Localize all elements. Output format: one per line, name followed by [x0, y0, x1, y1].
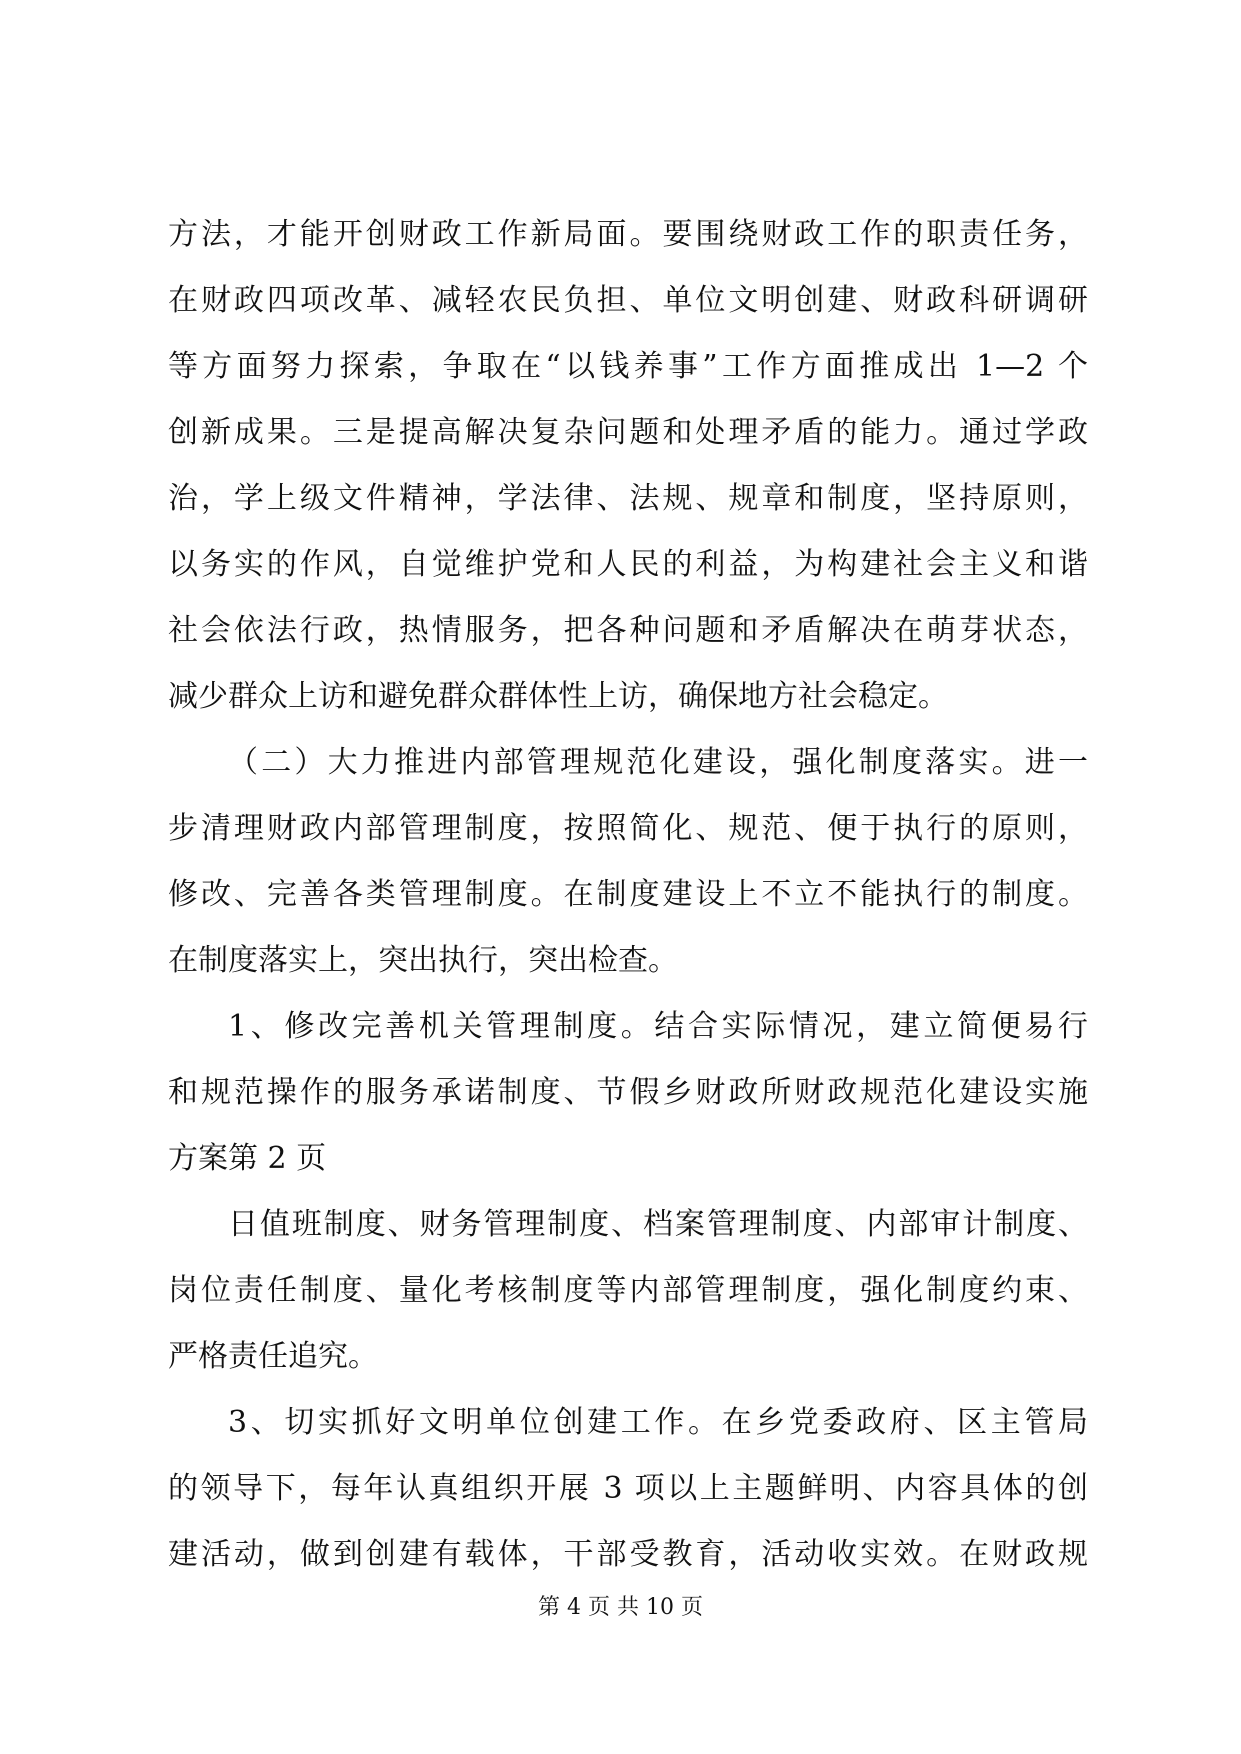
- text-line: 等方面努力探索，争取在“以钱养事”工作方面推成出 1—2 个: [168, 349, 1088, 384]
- text-line: 在制度落实上，突出执行，突出检查。: [168, 943, 678, 978]
- text-line: 建活动，做到创建有载体，干部受教育，活动收实效。在财政规: [168, 1537, 1088, 1572]
- text-line: 严格责任追究。: [168, 1339, 378, 1374]
- page-footer: 第 4 页 共 10 页: [538, 1595, 703, 1620]
- text-line: 方案第 2 页: [168, 1141, 327, 1176]
- text-line: 步清理财政内部管理制度，按照简化、规范、便于执行的原则，: [168, 811, 1088, 846]
- text-line: 修改、完善各类管理制度。在制度建设上不立不能执行的制度。: [168, 877, 1088, 912]
- text-line: 1、修改完善机关管理制度。结合实际情况，建立简便易行: [228, 1009, 1088, 1044]
- text-line: 创新成果。三是提高解决复杂问题和处理矛盾的能力。通过学政: [168, 415, 1088, 450]
- text-line: 以务实的作风，自觉维护党和人民的利益，为构建社会主义和谐: [168, 547, 1088, 582]
- text-line: 社会依法行政，热情服务，把各种问题和矛盾解决在萌芽状态，: [168, 613, 1088, 648]
- text-line: 在财政四项改革、减轻农民负担、单位文明创建、财政科研调研: [168, 283, 1088, 318]
- text-line: （二）大力推进内部管理规范化建设，强化制度落实。进一: [228, 745, 1088, 780]
- body-text: [168, 202, 1088, 1588]
- text-line: 方法，才能开创财政工作新局面。要围绕财政工作的职责任务，: [168, 217, 1088, 252]
- text-line: 和规范操作的服务承诺制度、节假乡财政所财政规范化建设实施: [168, 1075, 1088, 1110]
- text-line: 减少群众上访和避免群众群体性上访，确保地方社会稳定。: [168, 679, 948, 714]
- text-line: 日值班制度、财务管理制度、档案管理制度、内部审计制度、: [228, 1207, 1088, 1242]
- text-line: 的领导下，每年认真组织开展 3 项以上主题鲜明、内容具体的创: [168, 1471, 1088, 1506]
- text-line: 岗位责任制度、量化考核制度等内部管理制度，强化制度约束、: [168, 1273, 1088, 1308]
- text-line: 3、切实抓好文明单位创建工作。在乡党委政府、区主管局: [228, 1405, 1088, 1440]
- text-line: 治，学上级文件精神，学法律、法规、规章和制度，坚持原则，: [168, 481, 1088, 516]
